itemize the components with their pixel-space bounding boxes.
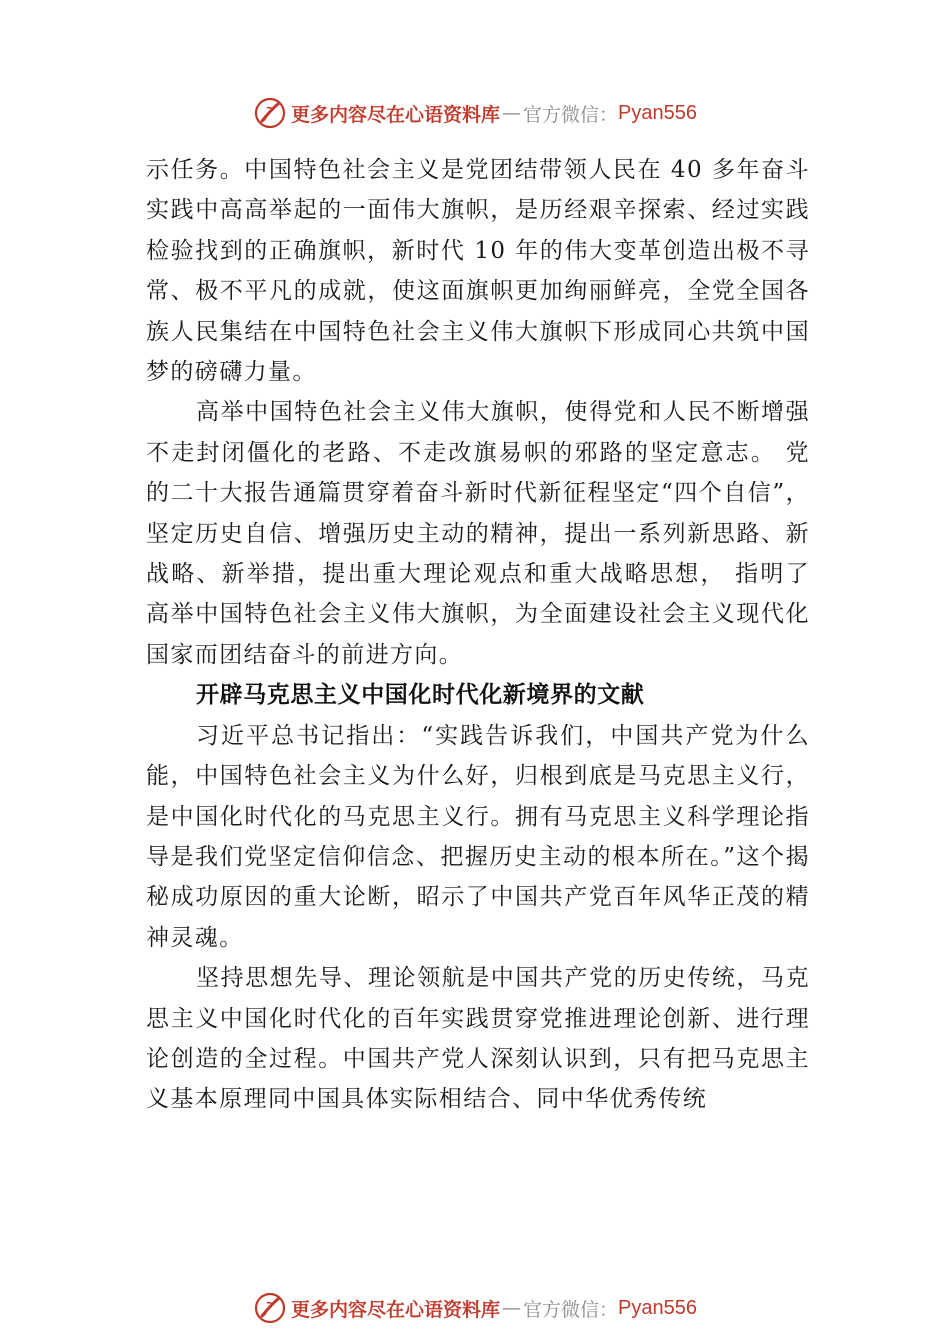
banner-dash: — (502, 102, 522, 124)
header-banner (0, 93, 950, 133)
paragraph-xi-quote: 习近平总书记指出：“实践告诉我们，中国共产党为什么能，中国特色社会主义为什么好，归根到底是马克思主义行，是中国化时代化的马克思主义行。拥有马克思主义科学理论指导是我们党坚定信仰信念、把握历史主动的根本所在。”这个揭秘成功原因的重大论断，昭示了中国共产党百年风华正茂的精神灵魂。 (146, 722, 810, 951)
brush-logo-icon (253, 96, 287, 130)
banner-wechat-label: 官方微信： (523, 1298, 619, 1321)
brush-logo-icon (253, 1291, 287, 1325)
paragraph-theory-tradition: 坚持思想先导、理论领航是中国共产党的历史传统，马克思主义中国化时代化的百年实践贯穿党推进理论创新、进行理论创造的全过程。中国共产党人深刻认识到，只有把马克思主义基本原理同中国具体实际相结合、同中华优秀传统 (146, 965, 810, 1113)
paragraph-banner-significance: 高举中国特色社会主义伟大旗帜，使得党和人民不断增强不走封闭僵化的老路、不走改旗易帜的邪路的坚定意志。 党的二十大报告通篇贯穿着奋斗新时代新征程坚定“四个自信”，坚定历史自信、增强历史主动的精神，提出一系列新思路、新战略、新举措，提出重大理论观点和重大战略思想， 指明了高举中国特色社会主义伟大旗帜，为全面建设社会主义现代化国家而团结奋斗的前进方向。 (146, 399, 810, 668)
banner-brand-text: 更多内容尽在心语资料库 (291, 103, 501, 126)
banner-dash: — (502, 1297, 522, 1319)
banner-wechat-id: Pyan556 (618, 1296, 697, 1319)
banner-wechat-label: 官方微信： (523, 103, 619, 126)
section-heading: 开辟马克思主义中国化时代化新境界的文献 (196, 682, 645, 709)
document-body (146, 150, 810, 1120)
footer-banner (0, 1288, 950, 1328)
banner-wechat-id: Pyan556 (618, 101, 697, 124)
paragraph-continued: 示任务。中国特色社会主义是党团结带领人民在 40 多年奋斗实践中高高举起的一面伟大旗帜，是历经艰辛探索、经过实践检验找到的正确旗帜，新时代 10 年的伟大变革创造出极不寻常、极不平凡的成就，使这面旗帜更加绚丽鲜亮，全党全国各族人民集结在中国特色社会主义伟大旗帜下形成同心共筑中国梦的磅礴力量。 (146, 157, 810, 386)
banner-brand-text: 更多内容尽在心语资料库 (291, 1298, 501, 1321)
